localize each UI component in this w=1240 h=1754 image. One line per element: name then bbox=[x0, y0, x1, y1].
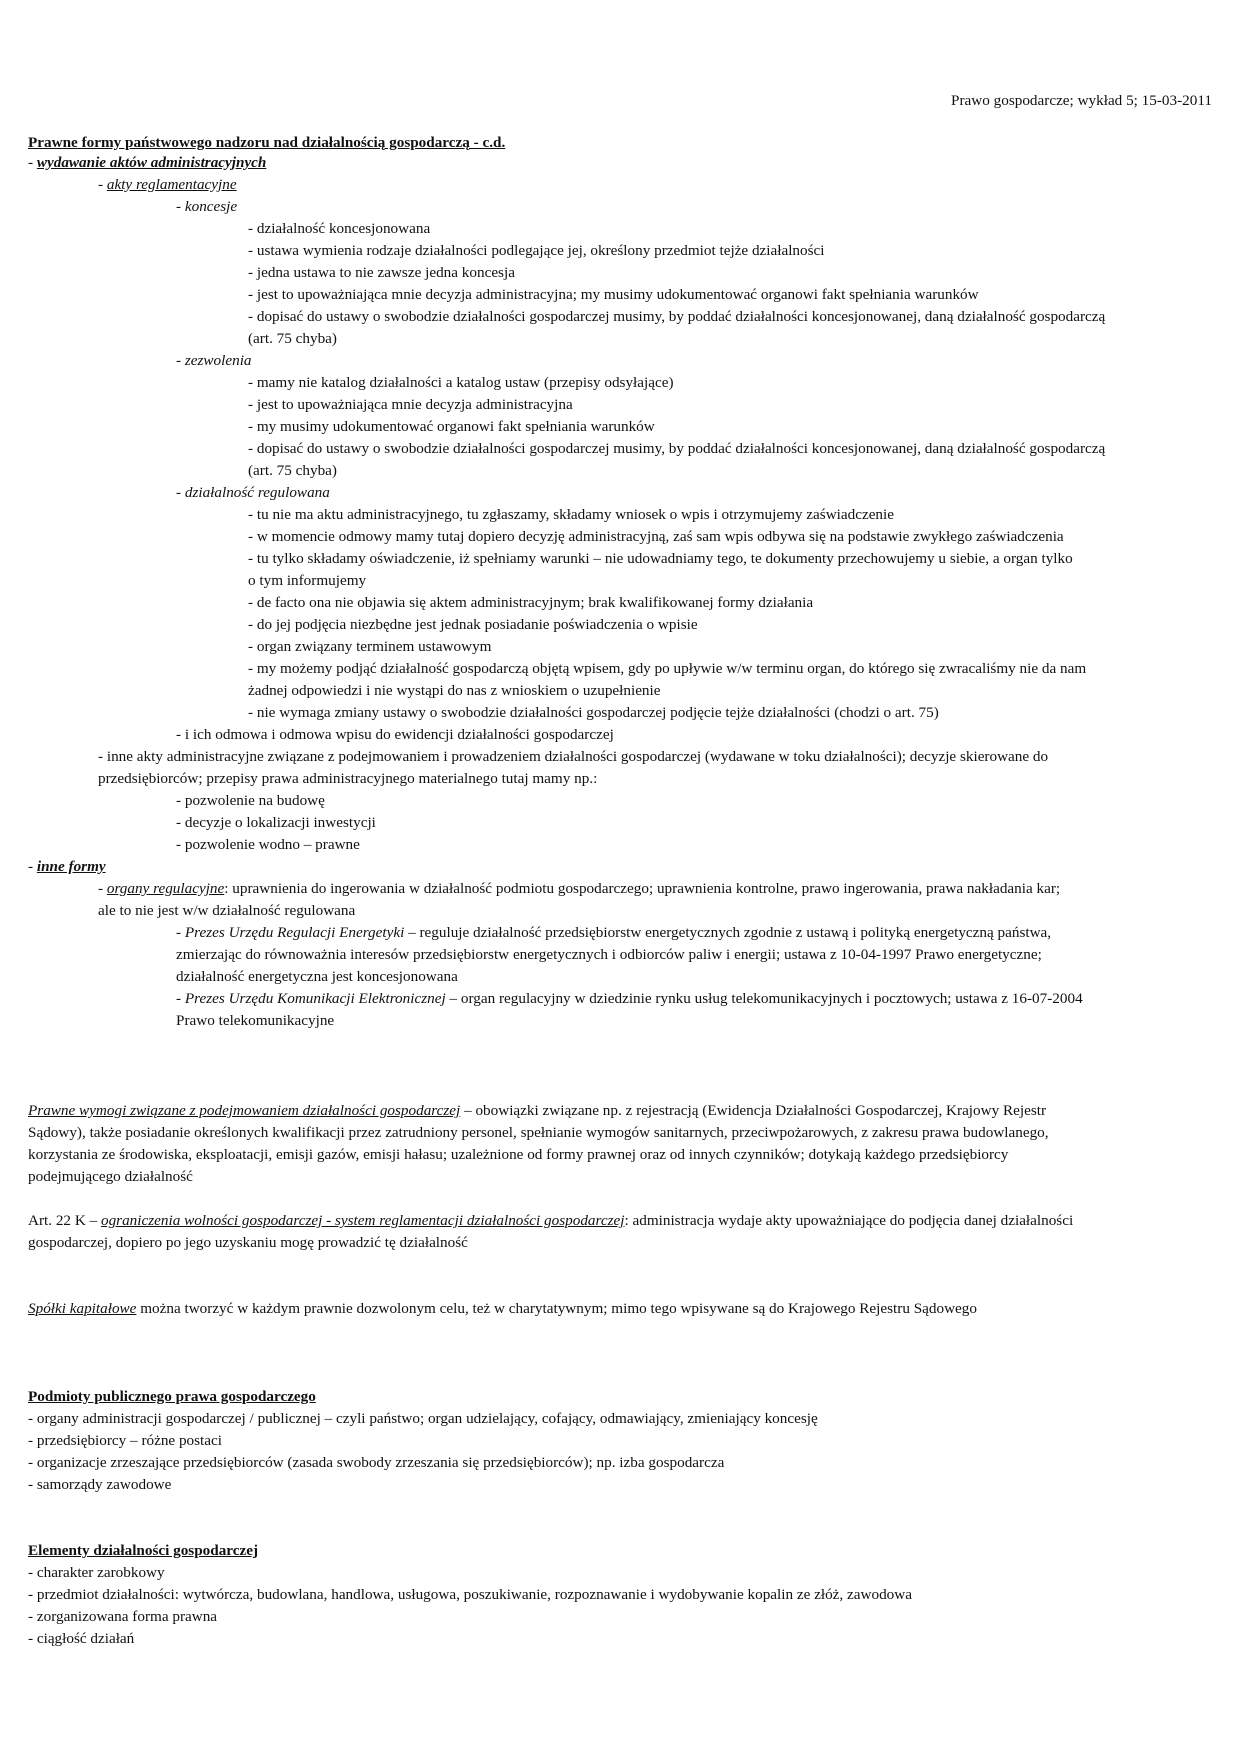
wydawanie-line bbox=[28, 152, 266, 174]
list-item: - działalność koncesjonowana bbox=[248, 220, 431, 237]
section-heading-nadzor: Prawne formy państwowego nadzoru nad działalnością gospodarczą - c.d. bbox=[28, 134, 506, 151]
wymogi-line-1 bbox=[28, 1100, 1046, 1122]
list-item: - ciągłość działań bbox=[28, 1630, 135, 1647]
spolki-title: Spółki kapitałowe bbox=[28, 1300, 137, 1317]
list-item: - w momencie odmowy mamy tutaj dopiero decyzję administracyjną, zaś sam wpis odbywa się na podstawie zwykłego zaświadczenia bbox=[248, 528, 1064, 545]
uke-line-2: Prawo telekomunikacyjne bbox=[176, 1012, 335, 1029]
wymogi-line-3: korzystania ze środowiska, eksploatacji, emisji gazów, emisji hałasu; uzależnione od formy prawnej oraz od innych czynników; dotykają każdego przedsiębiorcy bbox=[28, 1146, 1009, 1163]
spolki-line bbox=[28, 1298, 977, 1320]
bullet-prefix: - bbox=[176, 990, 185, 1007]
art22-title: ograniczenia wolności gospodarczej - system reglamentacji działalności gospodarczej bbox=[100, 1212, 625, 1229]
list-item: o tym informujemy bbox=[248, 572, 367, 589]
uke-name: Prezes Urzędu Komunikacji Elektronicznej bbox=[184, 990, 446, 1007]
art22-line-1 bbox=[28, 1210, 1073, 1232]
list-item: - przedsiębiorcy – różne postaci bbox=[28, 1432, 222, 1449]
bullet-prefix: - bbox=[176, 484, 185, 501]
list-item: - jedna ustawa to nie zawsze jedna koncesja bbox=[248, 264, 515, 281]
list-item: - organ związany terminem ustawowym bbox=[248, 638, 492, 655]
spolki-text: można tworzyć w każdym prawnie dozwolonym celu, też w charytatywnym; mimo tego wpisywane są do Krajowego Rejestru Sądowego bbox=[136, 1300, 977, 1317]
wydawanie-label: wydawanie aktów administracyjnych bbox=[36, 154, 267, 171]
uke-line-1 bbox=[176, 988, 1083, 1010]
organy-line-1 bbox=[98, 878, 1060, 900]
list-item: - zorganizowana forma prawna bbox=[28, 1608, 218, 1625]
list-item: - organy administracji gospodarczej / publicznej – czyli państwo; organ udzielający, cofający, odmawiający, zmieniający koncesję bbox=[28, 1410, 818, 1427]
list-item: - do jej podjęcia niezbędne jest jednak posiadanie poświadczenia o wpisie bbox=[248, 616, 698, 633]
art22-text: : administracja wydaje akty upoważniające do podjęcia danej działalności bbox=[624, 1212, 1074, 1229]
list-item: - tu tylko składamy oświadczenie, iż spełniamy warunki – nie udowadniamy tego, te dokumenty przechowujemy u siebie, a organ tylko bbox=[248, 550, 1073, 567]
uke-text: – organ regulacyjny w dziedzinie rynku usług telekomunikacyjnych i pocztowych; ustawa z 16-07-2004 bbox=[445, 990, 1083, 1007]
art22-prefix: Art. 22 K – bbox=[28, 1212, 101, 1229]
list-item: - dopisać do ustawy o swobodzie działalności gospodarczej musimy, by poddać działalności koncesjonowanej, daną działalność gospodarczą bbox=[248, 440, 1106, 457]
inne-akty-line-1: - inne akty administracyjne związane z podejmowaniem i prowadzeniem działalności gospodarczej (wydawane w toku działalności); decyzje skierowane do bbox=[98, 748, 1049, 765]
section-heading-elementy: Elementy działalności gospodarczej bbox=[28, 1542, 259, 1559]
wymogi-line-4: podejmującego działalność bbox=[28, 1168, 193, 1185]
list-item: - pozwolenie wodno – prawne bbox=[176, 836, 360, 853]
list-item: - my możemy podjąć działalność gospodarczą objętą wpisem, gdy po upływie w/w terminu organ, do którego się zwracaliśmy nie da nam bbox=[248, 660, 1087, 677]
zezwolenia-line bbox=[176, 350, 252, 372]
organy-label: organy regulacyjne bbox=[106, 880, 225, 897]
akty-label: akty reglamentacyjne bbox=[106, 176, 237, 193]
list-item: - my musimy udokumentować organowi fakt spełniania warunków bbox=[248, 418, 655, 435]
list-item: - pozwolenie na budowę bbox=[176, 792, 325, 809]
art22-line-2: gospodarczej, dopiero po jego uzyskaniu mogę prowadzić tę działalność bbox=[28, 1234, 468, 1251]
list-item: - dopisać do ustawy o swobodzie działalności gospodarczej musimy, by poddać działalności koncesjonowanej, daną działalność gospodarczą bbox=[248, 308, 1106, 325]
koncesje-label: koncesje bbox=[184, 198, 238, 215]
list-item: (art. 75 chyba) bbox=[248, 330, 337, 347]
organy-text: : uprawnienia do ingerowania w działalność podmiotu gospodarczego; uprawnienia kontrolne, prawo ingerowania, prawa nakładania kar; bbox=[224, 880, 1061, 897]
bullet-prefix: - bbox=[98, 176, 107, 193]
ure-line-2: zmierzając do równoważnia interesów przedsiębiorstw energetycznych i odbiorców paliw i energii; ustawa z 10-04-1997 Prawo energetyczne; bbox=[176, 946, 1042, 963]
organy-line-2: ale to nie jest w/w działalność regulowana bbox=[98, 902, 356, 919]
zezwolenia-label: zezwolenia bbox=[184, 352, 252, 369]
ure-line-1 bbox=[176, 922, 1051, 944]
list-item: - charakter zarobkowy bbox=[28, 1564, 165, 1581]
list-item: - tu nie ma aktu administracyjnego, tu zgłaszamy, składamy wniosek o wpis i otrzymujemy zaświadczenie bbox=[248, 506, 894, 523]
wymogi-heading: Prawne wymogi związane z podejmowaniem działalności gospodarczej bbox=[28, 1102, 461, 1119]
list-item: żadnej odpowiedzi i nie wystąpi do nas z wnioskiem o uzupełnienie bbox=[248, 682, 661, 699]
bullet-prefix: - bbox=[176, 924, 185, 941]
bullet-prefix: - bbox=[98, 880, 107, 897]
list-item: - przedmiot działalności: wytwórcza, budowlana, handlowa, usługowa, poszukiwanie, rozpoznawanie i wydobywanie kopalin ze złóż, zawodowa bbox=[28, 1586, 912, 1603]
inne-formy-line bbox=[28, 856, 106, 878]
list-item: - jest to upoważniająca mnie decyzja administracyjna; my musimy udokumentować organowi fakt spełniania warunków bbox=[248, 286, 979, 303]
list-item: - samorządy zawodowe bbox=[28, 1476, 172, 1493]
document-header: Prawo gospodarcze; wykład 5; 15-03-2011 bbox=[951, 92, 1212, 109]
ure-name: Prezes Urzędu Regulacji Energetyki bbox=[184, 924, 405, 941]
section-heading-podmioty: Podmioty publicznego prawa gospodarczego bbox=[28, 1388, 316, 1405]
akty-line bbox=[98, 174, 237, 196]
wymogi-text: – obowiązki związane np. z rejestracją (Ewidencja Działalności Gospodarczej, Krajowy Rejestr bbox=[460, 1102, 1047, 1119]
bullet-prefix: - bbox=[176, 352, 185, 369]
bullet-prefix: - bbox=[28, 858, 37, 875]
ure-text: – reguluje działalność przedsiębiorstw energetycznych zgodnie z ustawą i polityką energetyczną państwa, bbox=[404, 924, 1052, 941]
bullet-prefix: - bbox=[176, 198, 185, 215]
list-item: - ustawa wymienia rodzaje działalności podlegające jej, określony przedmiot tejże działalności bbox=[248, 242, 825, 259]
list-item: - mamy nie katalog działalności a katalog ustaw (przepisy odsyłające) bbox=[248, 374, 674, 391]
wymogi-line-2: Sądowy), także posiadanie określonych kwalifikacji przez zatrudniony personel, spełnianie wymogów sanitarnych, przeciwpożarowych, z zakresu prawa budowlanego, bbox=[28, 1124, 1049, 1141]
inne-formy-label: inne formy bbox=[36, 858, 106, 875]
koncesje-line bbox=[176, 196, 237, 218]
list-item: - decyzje o lokalizacji inwestycji bbox=[176, 814, 376, 831]
inne-akty-line-2: przedsiębiorców; przepisy prawa administracyjnego materialnego tutaj mamy np.: bbox=[98, 770, 598, 787]
bullet-prefix: - bbox=[28, 154, 37, 171]
list-item: (art. 75 chyba) bbox=[248, 462, 337, 479]
list-item: - jest to upoważniająca mnie decyzja administracyjna bbox=[248, 396, 573, 413]
list-item: - nie wymaga zmiany ustawy o swobodzie działalności gospodarczej podjęcie tejże działalności (chodzi o art. 75) bbox=[248, 704, 939, 721]
list-item: - de facto ona nie objawia się aktem administracyjnym; brak kwalifikowanej formy działania bbox=[248, 594, 814, 611]
regulowana-label: działalność regulowana bbox=[184, 484, 330, 501]
odmowa-line: - i ich odmowa i odmowa wpisu do ewidencji działalności gospodarczej bbox=[176, 726, 614, 743]
regulowana-line bbox=[176, 482, 330, 504]
list-item: - organizacje zrzeszające przedsiębiorców (zasada swobody zrzeszania się przedsiębiorców); np. izba gospodarcza bbox=[28, 1454, 725, 1471]
ure-line-3: działalność energetyczna jest koncesjonowana bbox=[176, 968, 458, 985]
